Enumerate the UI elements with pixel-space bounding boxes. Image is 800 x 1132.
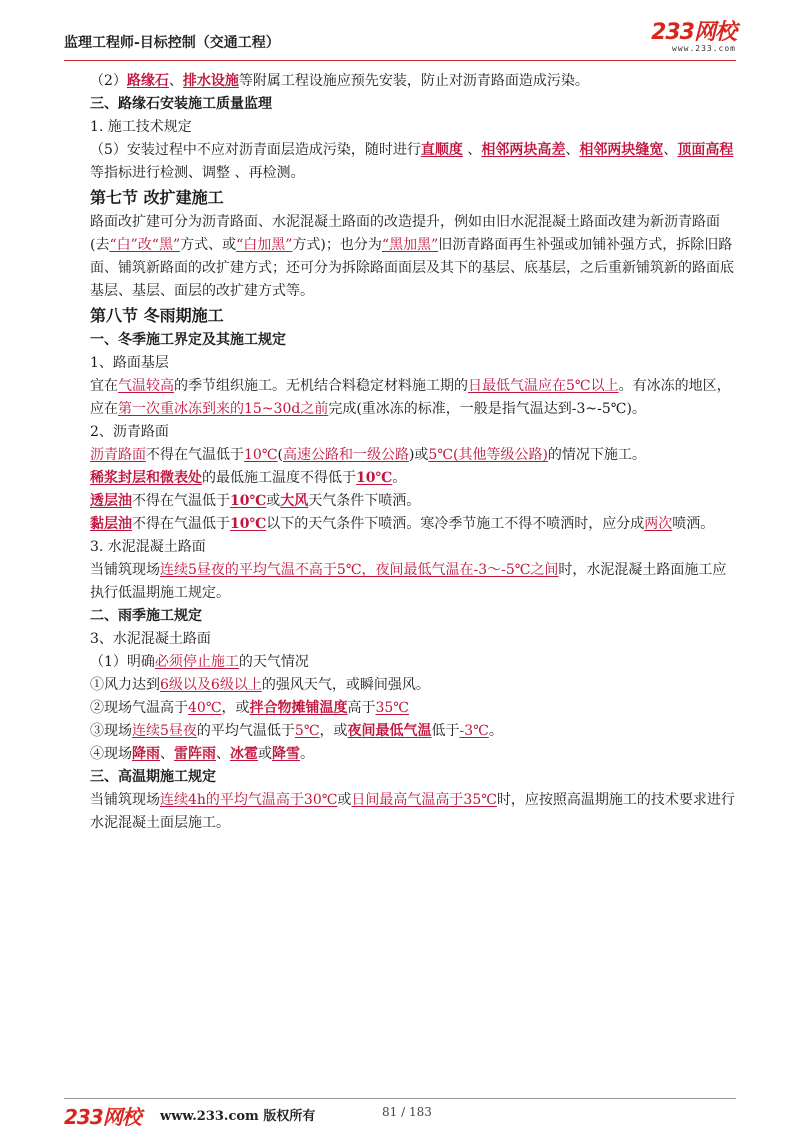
paragraph: 当铺筑现场连续5昼夜的平均气温不高于5℃，夜间最低气温在-3～-5℃之间时，水泥混凝土路面施工应执行低温期施工规定。: [90, 562, 727, 601]
heading: 三、高温期施工规定: [90, 769, 216, 785]
list-item: ①风力达到6级以及6级以上的强风天气，或瞬间强风。: [90, 677, 430, 693]
subheading: 2、沥青路面: [90, 424, 169, 440]
heading: 三、路缘石安装施工质量监理: [90, 96, 272, 112]
paragraph: 黏层油不得在气温低于10℃以下的天气条件下喷洒。寒冷季节施工不得不喷洒时，应分成两次喷洒。: [90, 516, 715, 532]
paragraph: 透层油不得在气温低于10℃或大风天气条件下喷洒。: [90, 493, 421, 509]
paragraph: 宜在气温较高的季节组织施工。无机结合料稳定材料施工期的日最低气温应在5℃以上。有冰冻的地区，应在第一次重冰冻到来的15~30d之前完成(重冰冻的标准，一般是指气温达到-3~-5℃)。: [90, 378, 731, 417]
paragraph: （5）安装过程中不应对沥青面层造成污染，随时进行直顺度 、相邻两块高差、相邻两块缝宽、顶面高程等指标进行检测、调整 、再检测。: [90, 142, 734, 181]
subheading: 1、路面基层: [90, 355, 169, 371]
footer-divider: [64, 1098, 736, 1099]
subheading: 3、水泥混凝土路面: [90, 631, 211, 647]
list-item: ③现场连续5昼夜的平均气温低于5℃，或夜间最低气温低于-3℃。: [90, 723, 503, 739]
document-body: [90, 70, 736, 835]
subheading: 1. 施工技术规定: [90, 119, 192, 135]
heading: 一、冬季施工界定及其施工规定: [90, 332, 286, 348]
subheading: 3. 水泥混凝土路面: [90, 539, 206, 555]
list-item: ④现场降雨、雷阵雨、冰雹或降雪。: [90, 746, 314, 762]
logo-url: www.233.com: [672, 44, 736, 53]
heading: 二、雨季施工规定: [90, 608, 202, 624]
paragraph: 路面改扩建可分为沥青路面、水泥混凝土路面的改造提升，例如由旧水泥混凝土路面改建为新沥青路面(去“白”改“黑”方式、或“白加黑”方式)；也分为“黑加黑”旧沥青路面再生补强或加铺补强方式，拆除旧路面、铺筑新路面的改扩建方式；还可分为拆除路面面层及其下的基层、底基层，之后重新铺筑新的路面底基层、基层、面层的改扩建方式等。: [90, 214, 734, 299]
section-title: 第七节 改扩建施工: [90, 188, 224, 207]
section-title: 第八节 冬雨期施工: [90, 306, 224, 325]
paragraph: （1）明确必须停止施工的天气情况: [90, 654, 309, 670]
list-item: ②现场气温高于40℃，或拌合物摊铺温度高于35℃: [90, 700, 409, 716]
header-divider: [64, 60, 736, 61]
page-number: 81 / 183: [382, 1105, 432, 1119]
paragraph: 稀浆封层和微表处的最低施工温度不得低于10℃。: [90, 470, 407, 486]
brand-logo[interactable]: [651, 22, 736, 54]
logo-text: 233网校: [651, 20, 736, 45]
header-title: 监理工程师-目标控制（交通工程）: [64, 35, 280, 51]
paragraph: 沥青路面不得在气温低于10℃(高速公路和一级公路)或5℃(其他等级公路)的情况下施工。: [90, 447, 646, 463]
copyright: www.233.com 版权所有: [160, 1109, 316, 1124]
page-header: [64, 22, 736, 58]
page-footer: [64, 1101, 736, 1127]
footer-logo[interactable]: 233网校: [64, 1105, 141, 1129]
paragraph: 当铺筑现场连续4h的平均气温高于30℃或日间最高气温高于35℃时，应按照高温期施工的技术要求进行水泥混凝土面层施工。: [90, 792, 735, 831]
paragraph: （2）路缘石、排水设施等附属工程设施应预先安装，防止对沥青路面造成污染。: [90, 73, 589, 89]
